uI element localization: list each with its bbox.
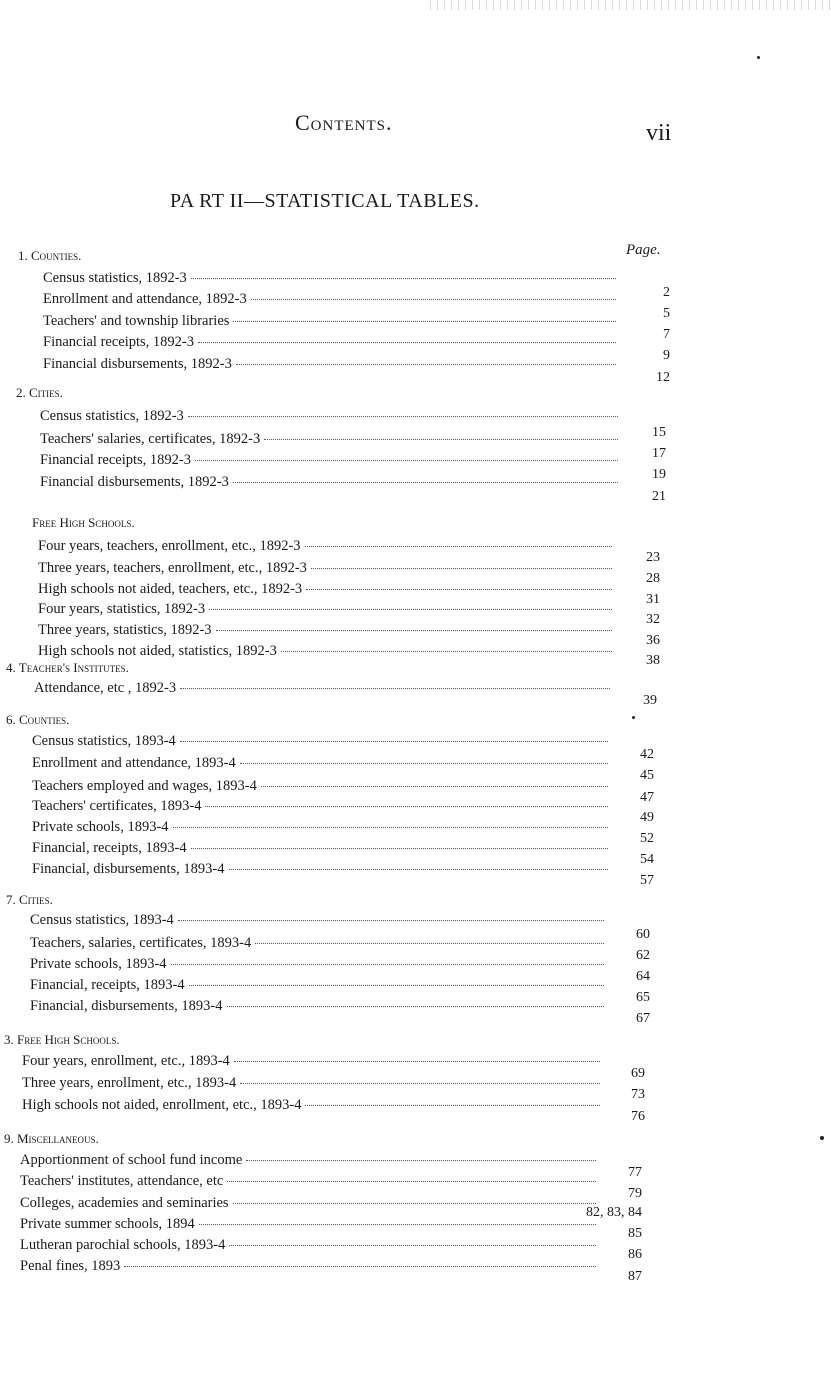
- toc-entry: [32, 819, 612, 836]
- page-reference: 73: [631, 1087, 645, 1102]
- toc-entry: [32, 798, 612, 815]
- page-reference: 69: [631, 1066, 645, 1081]
- toc-entry: [34, 680, 614, 697]
- toc-entry: [38, 581, 616, 598]
- toc-entry-label: Teachers' salaries, certificates, 1892-3: [40, 431, 261, 447]
- toc-entry-label: Financial, disbursements, 1893-4: [30, 998, 223, 1014]
- toc-entry: [38, 560, 616, 577]
- toc-entry-label: Financial, receipts, 1893-4: [30, 977, 185, 993]
- toc-entry-label: Private summer schools, 1894: [20, 1216, 195, 1232]
- section-heading: 4. Teacher's Institutes.: [6, 660, 129, 675]
- toc-entry-label: Teachers, salaries, certificates, 1893-4: [30, 935, 252, 951]
- toc-entry: [20, 1258, 600, 1275]
- section-heading: 2. Cities.: [16, 385, 63, 400]
- toc-entry: [43, 270, 620, 287]
- toc-entry-label: Three years, teachers, enrollment, etc., 1892-3: [38, 560, 307, 576]
- dot-leader: [233, 481, 618, 483]
- dot-leader: [209, 608, 612, 610]
- page-reference: 62: [636, 948, 650, 963]
- page-number: vii: [646, 120, 672, 146]
- dot-leader: [305, 1104, 600, 1106]
- page-reference: 28: [646, 571, 660, 586]
- page-reference: 7: [663, 327, 670, 342]
- page-reference: 5: [663, 306, 670, 321]
- toc-entry-label: Financial receipts, 1892-3: [40, 452, 191, 468]
- page-column-label: Page.: [626, 242, 661, 258]
- page-reference: 42: [640, 747, 654, 762]
- dot-leader: [171, 963, 604, 965]
- dot-leader: [251, 298, 616, 300]
- dot-leader: [216, 629, 612, 631]
- dot-leader: [195, 459, 618, 461]
- page-reference: 47: [640, 790, 654, 805]
- page-reference: 21: [652, 489, 666, 504]
- page-reference: 45: [640, 768, 654, 783]
- toc-entry-label: Census statistics, 1893-4: [32, 733, 176, 749]
- page-reference: 31: [646, 592, 660, 607]
- page-reference: 9: [663, 348, 670, 363]
- section-heading: 7. Cities.: [6, 892, 53, 907]
- dot-leader: [173, 826, 608, 828]
- dot-leader: [227, 1005, 604, 1007]
- page-reference: 67: [636, 1011, 650, 1026]
- section-heading: 6. Counties.: [6, 712, 70, 727]
- toc-entry: [43, 356, 620, 373]
- toc-entry-label: Census statistics, 1892-3: [43, 270, 187, 286]
- scan-speck: [632, 716, 635, 719]
- part-title: PA RT II—STATISTICAL TABLES.: [170, 190, 480, 212]
- page-reference: 49: [640, 810, 654, 825]
- page-reference: 87: [628, 1269, 642, 1284]
- section-heading: 9. Miscellaneous.: [4, 1131, 99, 1146]
- dot-leader: [264, 438, 618, 440]
- toc-entry: [43, 334, 620, 351]
- toc-entry-label: Three years, enrollment, etc., 1893-4: [22, 1075, 237, 1091]
- dot-leader: [180, 687, 610, 689]
- dot-leader: [306, 588, 612, 590]
- page-reference: 15: [652, 425, 666, 440]
- page-reference: 52: [640, 831, 654, 846]
- page-reference: 85: [628, 1226, 642, 1241]
- toc-entry: [40, 408, 622, 425]
- toc-entry: [32, 861, 612, 878]
- dot-leader: [205, 805, 608, 807]
- toc-entry-label: Enrollment and attendance, 1892-3: [43, 291, 247, 307]
- toc-entry-label: Private schools, 1893-4: [30, 956, 167, 972]
- toc-entry-label: Three years, statistics, 1892-3: [38, 622, 212, 638]
- toc-entry-label: Enrollment and attendance, 1893-4: [32, 755, 236, 771]
- toc-entry-label: Teachers employed and wages, 1893-4: [32, 778, 257, 794]
- dot-leader: [240, 1082, 600, 1084]
- toc-entry-label: Four years, teachers, enrollment, etc., 1892-3: [38, 538, 301, 554]
- dot-leader: [246, 1159, 596, 1161]
- page-reference: 17: [652, 446, 666, 461]
- toc-entry-label: Four years, enrollment, etc., 1893-4: [22, 1053, 230, 1069]
- running-header: Contents.: [295, 110, 393, 135]
- dot-leader: [229, 868, 608, 870]
- dot-leader: [188, 415, 618, 417]
- toc-entry-label: Apportionment of school fund income: [20, 1152, 243, 1168]
- scan-noise: [430, 0, 830, 10]
- dot-leader: [199, 1223, 596, 1225]
- toc-entry-label: Financial disbursements, 1892-3: [40, 474, 229, 490]
- dot-leader: [198, 341, 616, 343]
- section-heading: 3. Free High Schools.: [4, 1032, 120, 1047]
- dot-leader: [229, 1244, 596, 1246]
- page-reference: 23: [646, 550, 660, 565]
- toc-entry: [43, 291, 620, 308]
- page-reference: 54: [640, 852, 654, 867]
- toc-entry-label: High schools not aided, statistics, 1892-3: [38, 643, 277, 659]
- page-reference: 64: [636, 969, 650, 984]
- dot-leader: [234, 1060, 600, 1062]
- toc-entry-label: Attendance, etc , 1892-3: [34, 680, 177, 696]
- dot-leader: [191, 277, 616, 279]
- dot-leader: [236, 363, 616, 365]
- page-reference: 86: [628, 1247, 642, 1262]
- dot-leader: [261, 785, 608, 787]
- page-reference: 77: [628, 1165, 642, 1180]
- toc-entry: [30, 935, 608, 952]
- scan-speck: [820, 1136, 824, 1140]
- toc-entry: [32, 755, 612, 772]
- toc-entry: [22, 1053, 604, 1070]
- toc-entry-label: Teachers' institutes, attendance, etc: [20, 1173, 224, 1189]
- section-heading: Free High Schools.: [32, 515, 135, 530]
- toc-entry: [30, 956, 608, 973]
- toc-entry: [38, 601, 616, 618]
- toc-entry-label: High schools not aided, enrollment, etc., 1893-4: [22, 1097, 302, 1113]
- dot-leader: [227, 1180, 596, 1182]
- page-reference: 65: [636, 990, 650, 1005]
- toc-entry: [22, 1097, 604, 1114]
- toc-entry-label: Private schools, 1893-4: [32, 819, 169, 835]
- toc-entry-label: Colleges, academies and seminaries: [20, 1195, 229, 1211]
- page-reference: 2: [663, 285, 670, 300]
- toc-entry: [40, 431, 622, 448]
- toc-entry-label: Four years, statistics, 1892-3: [38, 601, 206, 617]
- toc-entry: [38, 643, 616, 660]
- dot-leader: [189, 984, 604, 986]
- toc-entry: [32, 840, 612, 857]
- scan-speck: [757, 56, 760, 59]
- toc-entry: [20, 1237, 600, 1254]
- toc-entry: [20, 1152, 600, 1169]
- dot-leader: [281, 650, 612, 652]
- toc-entry: [40, 474, 622, 491]
- page-reference: 12: [656, 370, 670, 385]
- dot-leader: [240, 762, 608, 764]
- dot-leader: [255, 942, 604, 944]
- toc-entry-label: High schools not aided, teachers, etc., 1892-3: [38, 581, 303, 597]
- page-reference: 36: [646, 633, 660, 648]
- page-reference: 39: [643, 693, 657, 708]
- dot-leader: [180, 740, 608, 742]
- toc-entry-label: Financial, receipts, 1893-4: [32, 840, 187, 856]
- page-reference: 76: [631, 1109, 645, 1124]
- toc-entry: [32, 778, 612, 795]
- dot-leader: [178, 919, 604, 921]
- toc-entry: [20, 1195, 600, 1212]
- page-reference: 19: [652, 467, 666, 482]
- toc-entry-label: Teachers' certificates, 1893-4: [32, 798, 202, 814]
- page-reference: 57: [640, 873, 654, 888]
- page-reference: 82, 83, 84: [586, 1205, 642, 1220]
- toc-entry-label: Lutheran parochial schools, 1893-4: [20, 1237, 226, 1253]
- toc-entry-label: Penal fines, 1893: [20, 1258, 121, 1274]
- dot-leader: [233, 1202, 596, 1204]
- toc-entry: [40, 452, 622, 469]
- toc-entry-label: Census statistics, 1892-3: [40, 408, 184, 424]
- toc-entry: [20, 1173, 600, 1190]
- toc-entry-label: Financial, disbursements, 1893-4: [32, 861, 225, 877]
- dot-leader: [124, 1265, 596, 1267]
- page-reference: 79: [628, 1186, 642, 1201]
- dot-leader: [305, 545, 612, 547]
- toc-entry: [22, 1075, 604, 1092]
- toc-entry: [30, 912, 608, 929]
- dot-leader: [311, 567, 612, 569]
- section-heading: 1. Counties.: [18, 248, 82, 263]
- toc-entry: [30, 998, 608, 1015]
- toc-entry: [30, 977, 608, 994]
- toc-entry: [20, 1216, 600, 1233]
- page-reference: 38: [646, 653, 660, 668]
- toc-entry: [38, 622, 616, 639]
- page-reference: 60: [636, 927, 650, 942]
- dot-leader: [233, 320, 616, 322]
- toc-entry-label: Financial disbursements, 1892-3: [43, 356, 232, 372]
- toc-entry-label: Census statistics, 1893-4: [30, 912, 174, 928]
- page-reference: 32: [646, 612, 660, 627]
- toc-entry: [32, 733, 612, 750]
- toc-entry: [43, 313, 620, 330]
- toc-entry-label: Teachers' and township libraries: [43, 313, 230, 329]
- toc-entry-label: Financial receipts, 1892-3: [43, 334, 194, 350]
- dot-leader: [191, 847, 608, 849]
- toc-entry: [38, 538, 616, 555]
